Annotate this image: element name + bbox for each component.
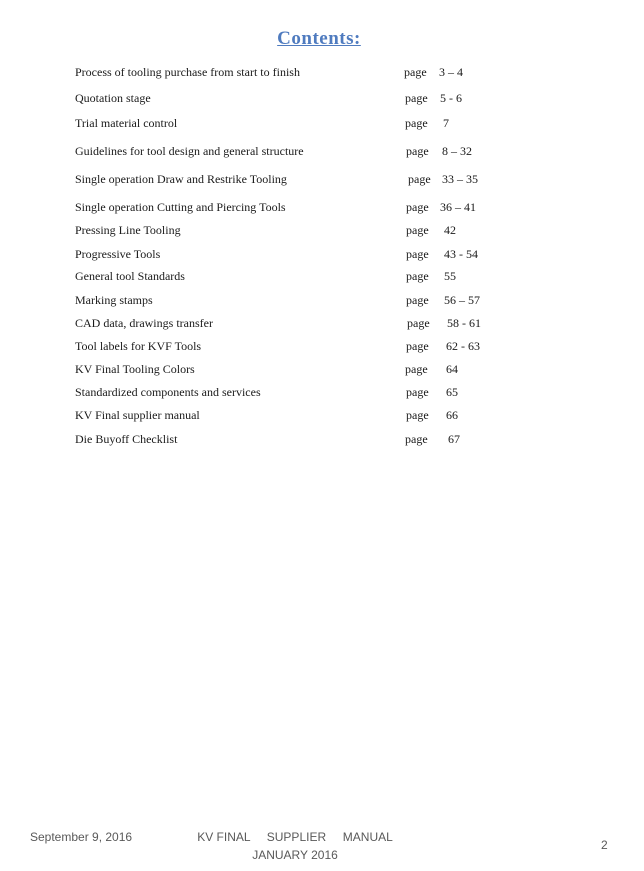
toc-page-range: 66	[446, 408, 458, 422]
footer-page-number: 2	[601, 838, 608, 852]
toc-page-word: page	[405, 362, 428, 376]
toc-page-range: 36 – 41	[440, 200, 476, 214]
toc-page-word: page	[406, 293, 429, 307]
toc-entry-title: CAD data, drawings transfer	[75, 316, 213, 330]
footer-document-title	[180, 828, 410, 864]
toc-entry-title: Single operation Draw and Restrike Tooling	[75, 172, 287, 186]
toc-page-range: 62 - 63	[446, 339, 480, 353]
toc-page-word: page	[406, 269, 429, 283]
toc-row	[0, 223, 644, 241]
toc-entry-title: General tool Standards	[75, 269, 185, 283]
toc-entry-title: KV Final supplier manual	[75, 408, 200, 422]
toc-entry-title: Quotation stage	[75, 91, 151, 105]
toc-page-word: page	[407, 316, 430, 330]
toc-page-range: 65	[446, 385, 458, 399]
toc-row	[0, 247, 644, 265]
toc-entry-title: Single operation Cutting and Piercing Tools	[75, 200, 286, 214]
toc-page-range: 8 – 32	[442, 144, 472, 158]
toc-page-word: page	[405, 116, 428, 130]
toc-page-word: page	[406, 200, 429, 214]
toc-row	[0, 144, 644, 162]
toc-page-word: page	[405, 91, 428, 105]
toc-entry-title: Process of tooling purchase from start to finish	[75, 65, 300, 79]
toc-page-range: 42	[444, 223, 456, 237]
toc-row	[0, 65, 644, 83]
toc-row	[0, 116, 644, 134]
toc-entry-title: Trial material control	[75, 116, 178, 130]
toc-entry-title: Progressive Tools	[75, 247, 161, 261]
toc-page-word: page	[406, 223, 429, 237]
toc-row	[0, 385, 644, 403]
toc-page-word: page	[406, 144, 429, 158]
toc-page-word: page	[406, 339, 429, 353]
toc-page-range: 55	[444, 269, 456, 283]
toc-row	[0, 339, 644, 357]
toc-page-range: 56 – 57	[444, 293, 480, 307]
toc-row	[0, 200, 644, 218]
footer-title-line: KV FINAL SUPPLIER MANUAL	[197, 830, 393, 844]
toc-page-range: 7	[443, 116, 449, 130]
toc-page-range: 43 - 54	[444, 247, 478, 261]
toc-row	[0, 269, 644, 287]
toc-page-word: page	[404, 65, 427, 79]
toc-entry-title: Standardized components and services	[75, 385, 261, 399]
toc-page-range: 67	[448, 432, 460, 446]
toc-page-range: 58 - 61	[447, 316, 481, 330]
toc-page-word: page	[408, 172, 431, 186]
toc-row	[0, 362, 644, 380]
toc-row	[0, 432, 644, 450]
toc-entry-title: Guidelines for tool design and general structure	[75, 144, 304, 158]
toc-entry-title: Pressing Line Tooling	[75, 223, 181, 237]
toc-row	[0, 293, 644, 311]
toc-page-range: 33 – 35	[442, 172, 478, 186]
toc-page-word: page	[405, 432, 428, 446]
contents-title: Contents:	[277, 28, 361, 49]
footer-subtitle-line: JANUARY 2016	[252, 848, 338, 862]
toc-entry-title: KV Final Tooling Colors	[75, 362, 195, 376]
toc-row	[0, 408, 644, 426]
toc-page-word: page	[406, 408, 429, 422]
toc-entry-title: Tool labels for KVF Tools	[75, 339, 202, 353]
toc-row	[0, 91, 644, 109]
toc-page-range: 64	[446, 362, 458, 376]
toc-row	[0, 172, 644, 190]
toc-page-range: 5 - 6	[440, 91, 462, 105]
toc-entry-title: Die Buyoff Checklist	[75, 432, 178, 446]
toc-page-word: page	[406, 247, 429, 261]
toc-page-range: 3 – 4	[439, 65, 463, 79]
toc-row	[0, 316, 644, 334]
toc-entry-title: Marking stamps	[75, 293, 153, 307]
toc-page-word: page	[406, 385, 429, 399]
footer-date: September 9, 2016	[30, 830, 133, 844]
